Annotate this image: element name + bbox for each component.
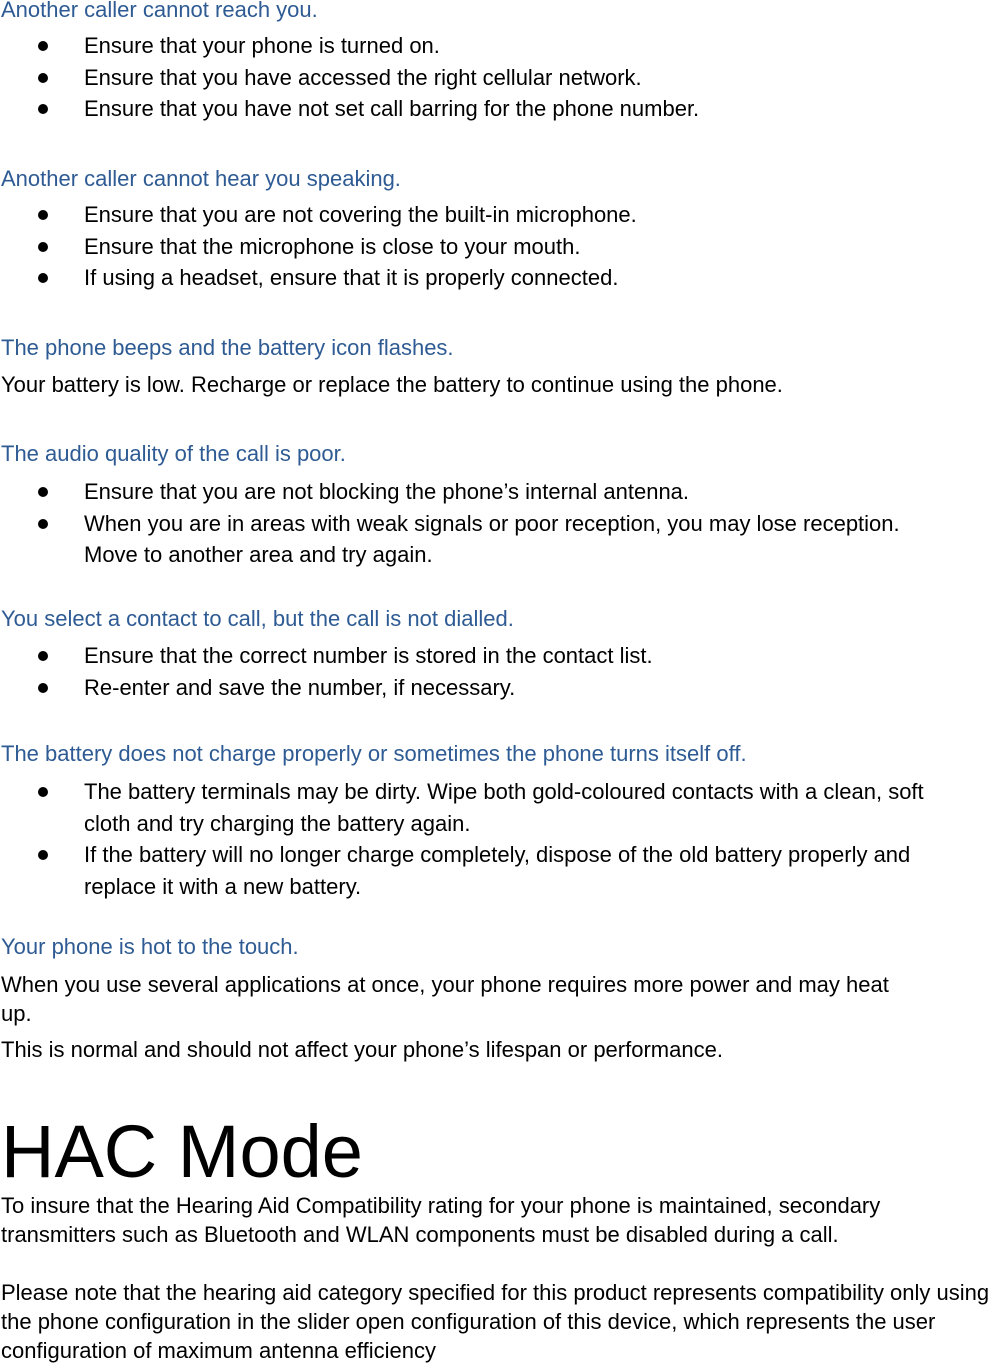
list-item (0, 640, 944, 672)
list-item (0, 508, 944, 571)
list-item (0, 93, 944, 125)
list-item (0, 476, 944, 508)
bullet-text: Ensure that the microphone is close to your mouth. (84, 233, 581, 259)
bullet-text: Ensure that you are not blocking the phone’s internal antenna. (84, 479, 690, 504)
list-item (0, 30, 944, 62)
bullet-text: Ensure that you have accessed the right cellular network. (84, 64, 642, 90)
section-heading-battery-charge: The battery does not charge properly or sometimes the phone turns itself off. (1, 741, 747, 766)
bullet-icon (38, 519, 48, 529)
list-item (0, 62, 944, 94)
bullet-list-battery-charge (0, 776, 944, 902)
bullet-text: The battery terminals may be dirty. Wipe both gold-coloured contacts with a clean, soft cloth and try charging the battery again. (84, 779, 924, 836)
bullet-icon (38, 651, 48, 661)
bullet-text: Ensure that the correct number is stored in the contact list. (84, 643, 653, 668)
list-item (0, 839, 944, 902)
bullet-icon (38, 487, 48, 497)
bullet-text: Ensure that you have not set call barring for the phone number. (84, 96, 700, 121)
bullet-icon (38, 41, 48, 51)
bullet-text: Ensure that you are not covering the built-in microphone. (84, 202, 637, 227)
bullet-icon (38, 273, 48, 283)
bullet-text: If the battery will no longer charge completely, dispose of the old battery properly and replace it with a new battery. (84, 842, 911, 899)
list-item (0, 262, 944, 294)
bullet-list-cannot-reach (0, 30, 944, 125)
section-heading-battery-flashes: The phone beeps and the battery icon flashes. (1, 335, 454, 360)
section-heading-cannot-reach: Another caller cannot reach you. (1, 0, 318, 22)
battery-low-text: Your battery is low. Recharge or replace the battery to continue using the phone. (1, 372, 783, 397)
section-heading-audio-quality: The audio quality of the call is poor. (1, 441, 346, 466)
section-heading-hot-touch: Your phone is hot to the touch. (1, 934, 299, 959)
bullet-list-not-dialled (0, 640, 944, 703)
hot-touch-text: When you use several applications at once, your phone requires more power and may heat up. (1, 972, 889, 1026)
bullet-text: Ensure that your phone is turned on. (84, 33, 440, 58)
bullet-icon (38, 850, 48, 860)
section-heading-cannot-hear: Another caller cannot hear you speaking. (1, 166, 401, 191)
bullet-list-cannot-hear (0, 199, 944, 294)
bullet-icon (38, 73, 48, 83)
hac-paragraph-1: To insure that the Hearing Aid Compatibility rating for your phone is maintained, secondary transmitters such as Bluetooth and WLAN components must be disabled during a call. (1, 1193, 881, 1247)
bullet-icon (38, 210, 48, 220)
hac-paragraph-2: Please note that the hearing aid category specified for this product represents compatibility only using the phone configuration in the slider open configuration of this device, which represents the user configuration of maximum antenna efficiency (1, 1280, 990, 1363)
list-item (0, 231, 944, 263)
bullet-icon (38, 242, 48, 252)
list-item (0, 776, 944, 839)
hot-touch-normal-text: This is normal and should not affect your phone’s lifespan or performance. (1, 1037, 723, 1062)
bullet-icon (38, 683, 48, 693)
bullet-list-audio-quality (0, 476, 944, 571)
bullet-icon (38, 104, 48, 114)
hac-mode-title: HAC Mode (1, 1110, 363, 1193)
bullet-text: When you are in areas with weak signals or poor reception, you may lose reception. Move to another area and try again. (84, 510, 900, 567)
bullet-text: If using a headset, ensure that it is properly connected. (84, 265, 619, 290)
list-item (0, 672, 944, 704)
bullet-icon (38, 787, 48, 797)
list-item (0, 199, 944, 231)
section-heading-not-dialled: You select a contact to call, but the call is not dialled. (1, 606, 514, 631)
bullet-text: Re-enter and save the number, if necessary. (84, 674, 516, 700)
